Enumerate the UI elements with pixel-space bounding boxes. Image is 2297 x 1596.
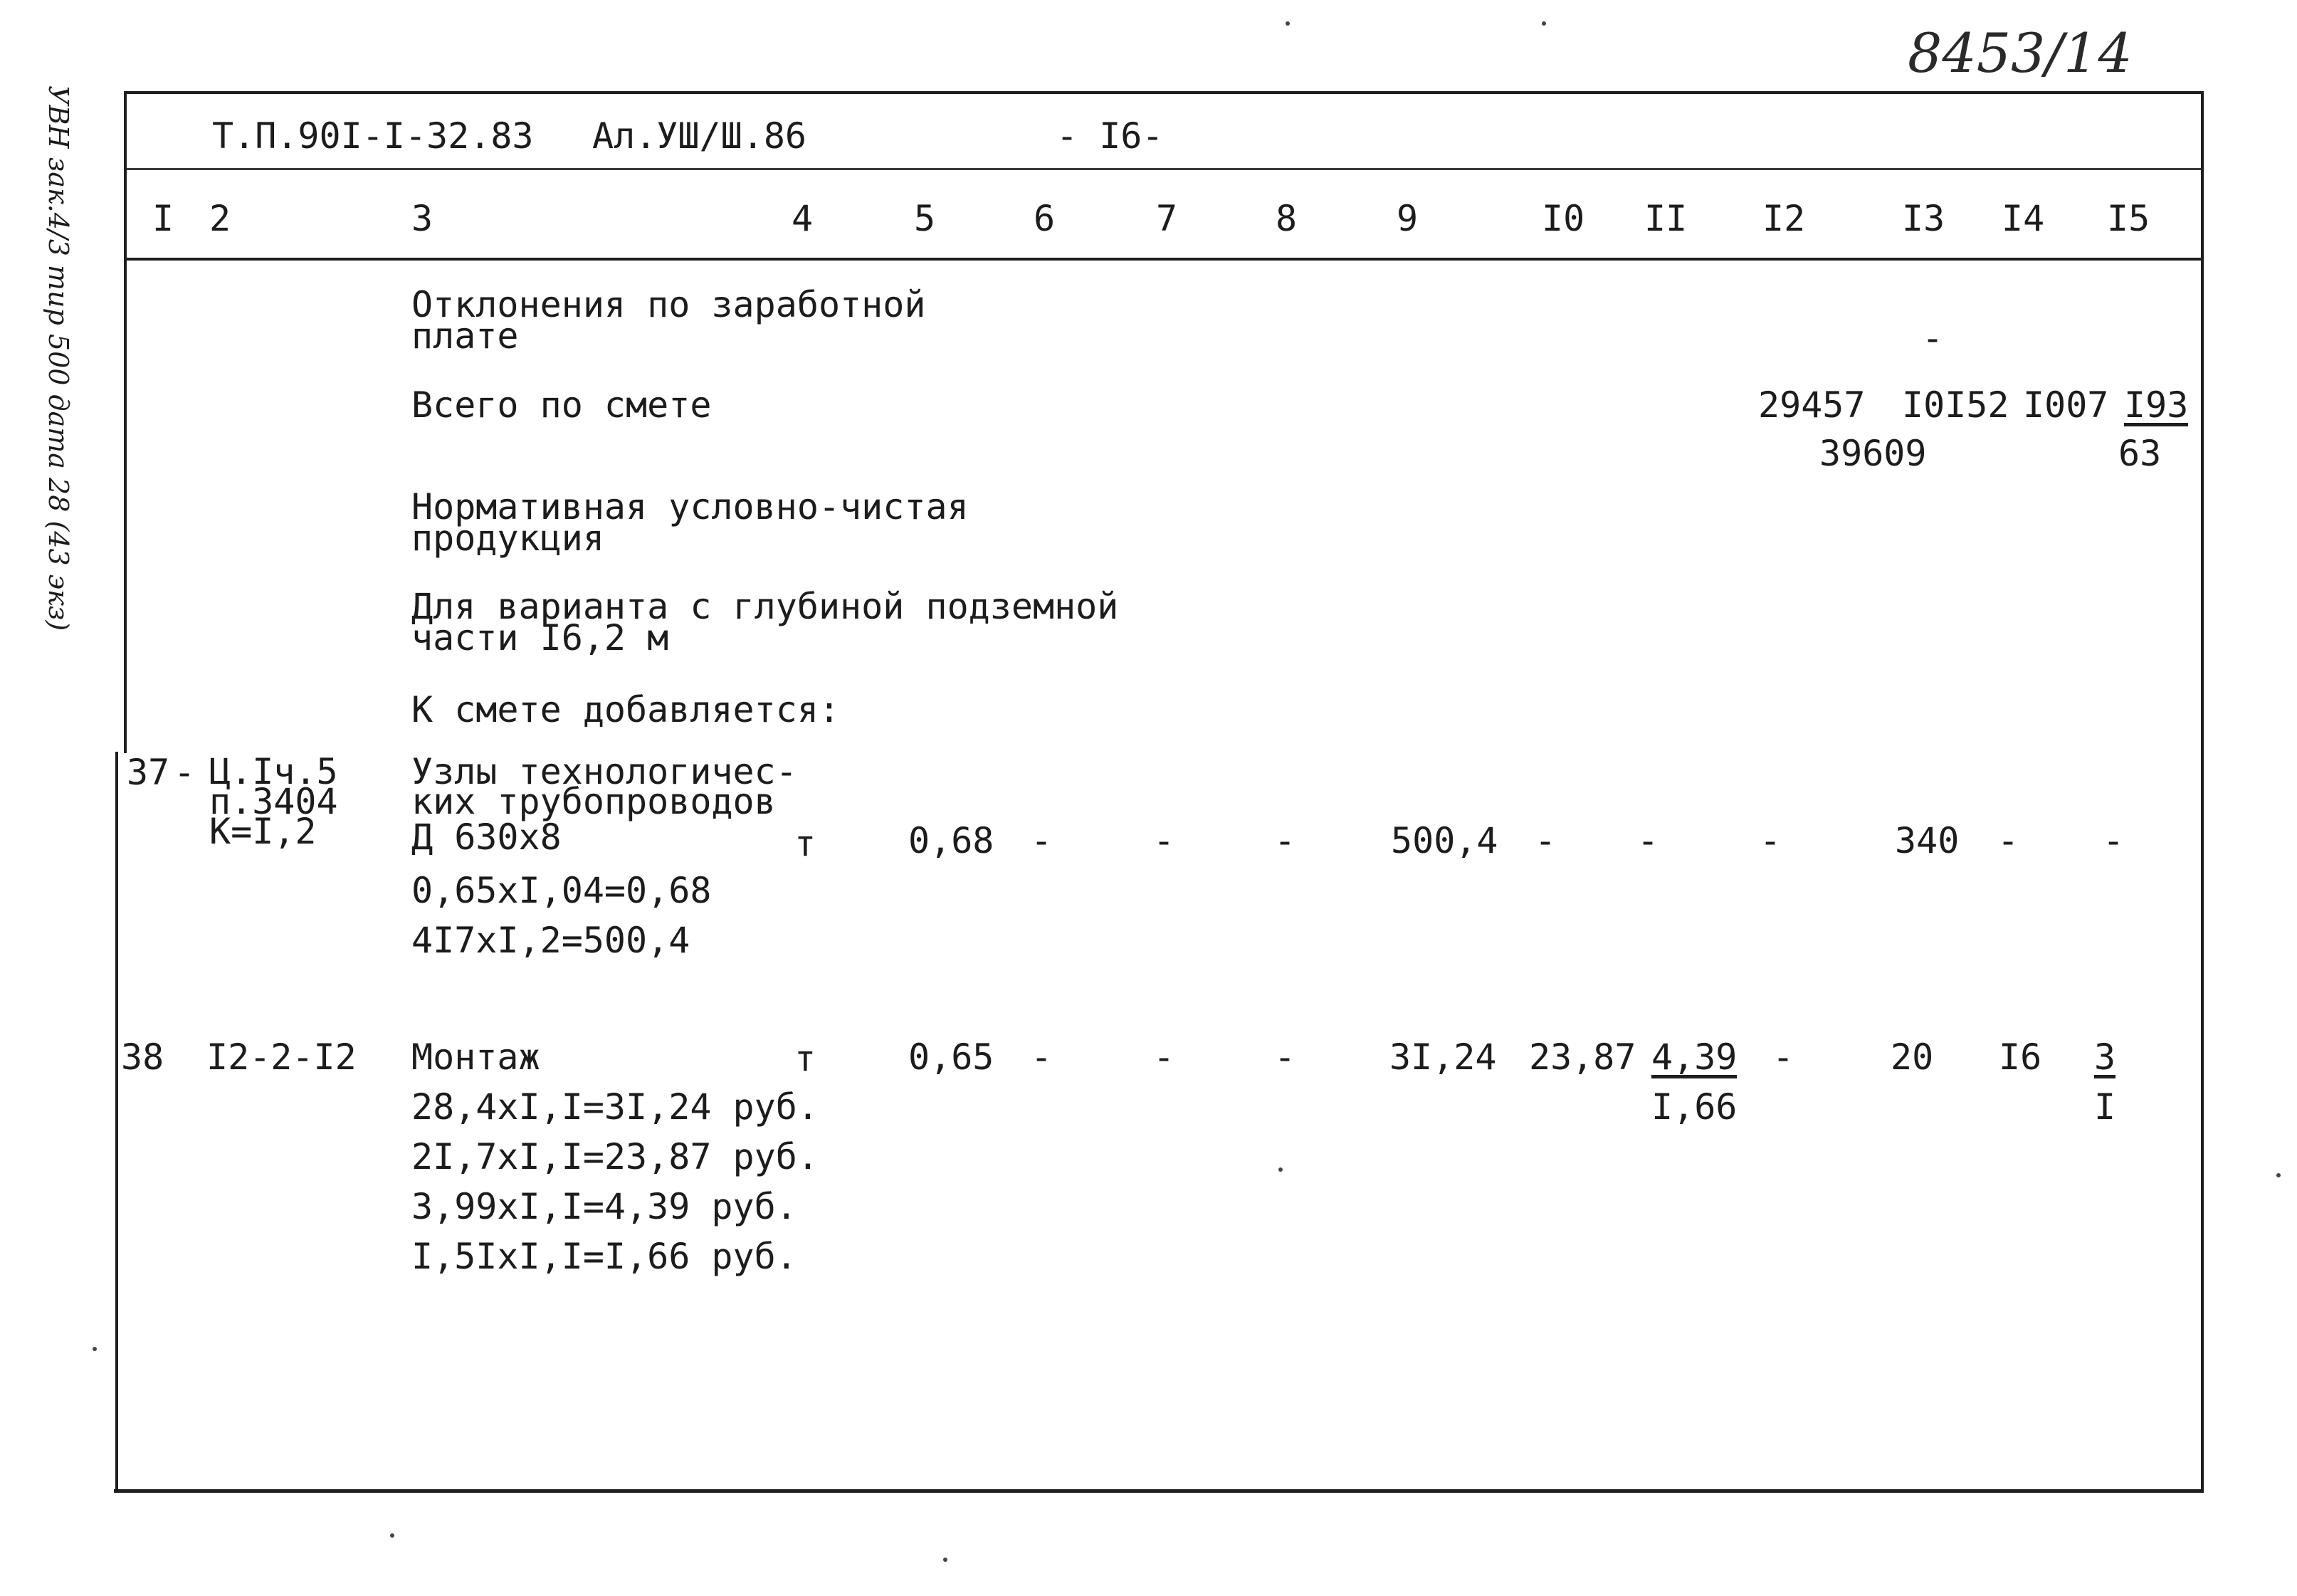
column-number-5: 5 (914, 198, 936, 239)
column-numbers-separator (127, 258, 2201, 261)
row-37-name-line2: ких трубопроводов (411, 781, 776, 822)
row-37-col8: - (1274, 820, 1296, 861)
column-number-14: I4 (2002, 198, 2045, 239)
column-number-11: II (1644, 198, 1688, 239)
row-38-col15-top: 3 (2094, 1036, 2116, 1078)
row-37-col9: 500,4 (1391, 820, 1498, 861)
row-37-calc-line2: 4I7xI,2=500,4 (411, 920, 690, 961)
row-37-code-line1: Ц.Iч.5 (209, 751, 338, 792)
scan-speck (943, 1558, 947, 1562)
row-37-col15: - (2103, 820, 2125, 861)
row-38-col9: 3I,24 (1389, 1036, 1497, 1078)
row-38-unit: т (794, 1038, 816, 1079)
frame-bottom-border (114, 1489, 2204, 1493)
column-number-15: I5 (2107, 198, 2150, 239)
scan-speck (1278, 1167, 1283, 1172)
project-code: Т.П.90I-I-32.83 (212, 115, 534, 157)
row-38-number: 38 (121, 1036, 164, 1078)
column-number-6: 6 (1034, 198, 1056, 239)
column-number-3: 3 (411, 198, 433, 239)
scan-speck (93, 1347, 97, 1351)
frame-left-border-lower (115, 752, 118, 1492)
row-38-col8: - (1274, 1036, 1296, 1078)
row-37-col10: - (1535, 820, 1557, 861)
column-number-13: I3 (1902, 198, 1945, 239)
row-37-unit: т (794, 823, 816, 864)
row-38-calc-line2: 2I,7xI,I=23,87 руб. (411, 1136, 819, 1177)
row-37-name-line3: Д 630x8 (411, 817, 562, 858)
column-number-10: I0 (1542, 198, 1585, 239)
scan-speck (1542, 21, 1546, 26)
row-37-col7: - (1153, 820, 1175, 861)
album-code: Ал.УШ/Ш.86 (592, 115, 807, 157)
row-37-code-line2: п.3404 (209, 781, 338, 822)
row-37-col6: - (1031, 820, 1053, 861)
row-38-col5: 0,65 (908, 1036, 994, 1078)
column-number-9: 9 (1397, 198, 1419, 239)
added-label: К смете добавляется: (411, 689, 841, 730)
row-37-col11: - (1637, 820, 1659, 861)
total-col15-bottom: 63 (2118, 433, 2162, 474)
row-37-col13: 340 (1895, 820, 1960, 861)
row-37-code-line3: К=I,2 (209, 811, 317, 852)
column-number-1: I (152, 198, 174, 239)
total-col12: 29457 (1758, 384, 1866, 426)
row-37-col5: 0,68 (908, 820, 994, 861)
wage-deviation-line1: Отклонения по заработной (411, 284, 926, 325)
total-col12-13-bottom: 39609 (1819, 433, 1927, 474)
row-38-code: I2-2-I2 (206, 1036, 357, 1078)
column-number-12: I2 (1762, 198, 1806, 239)
row-37-calc-line1: 0,65xI,04=0,68 (411, 870, 712, 911)
row-38-col7: - (1153, 1036, 1175, 1078)
row-38-col6: - (1031, 1036, 1053, 1078)
total-col14: I007 (2023, 384, 2109, 426)
column-number-8: 8 (1276, 198, 1298, 239)
wage-deviation-line2: плате (411, 315, 519, 357)
column-number-2: 2 (209, 198, 231, 239)
row-38-col12: - (1772, 1036, 1794, 1078)
header-separator (127, 168, 2201, 170)
side-stamp (37, 85, 80, 641)
row-38-col13: 20 (1891, 1036, 1934, 1078)
handwritten-sheet-number: 8453/14 (1908, 21, 2133, 85)
row-38-col15-bottom: I (2094, 1086, 2116, 1128)
total-col13: I0I52 (1902, 384, 2009, 426)
row-37-number: 37 (127, 752, 170, 793)
frame-top-border (127, 91, 2204, 94)
side-stamp-text: УВН зак.4/3 тир 500 дата 28 (43 экз) (43, 85, 74, 631)
total-label: Всего по смете (411, 384, 712, 426)
row-38-calc-line3: 3,99xI,I=4,39 руб. (411, 1186, 797, 1227)
row-37-name-line1: Узлы технологичес- (411, 751, 797, 792)
row-37-col12: - (1760, 820, 1782, 861)
normative-line1: Нормативная условно-чистая (411, 486, 969, 527)
page-number: - I6- (1056, 115, 1164, 157)
variant-line2: части I6,2 м (411, 617, 669, 658)
row-38-col11-bottom: I,66 (1651, 1086, 1738, 1128)
variant-line1: Для варианта с глубиной подземной (411, 586, 1119, 627)
column-number-7: 7 (1156, 198, 1178, 239)
wage-deviation-col13: - (1922, 317, 1944, 359)
scan-speck (1286, 21, 1290, 26)
normative-line2: продукция (411, 518, 604, 559)
row-37-dash-mark: - (174, 752, 196, 793)
frame-left-border-upper (124, 91, 127, 753)
scan-speck (2276, 1173, 2281, 1177)
row-38-col11-top: 4,39 (1651, 1036, 1738, 1078)
column-number-4: 4 (792, 198, 814, 239)
row-38-col14: I6 (1999, 1036, 2042, 1078)
row-38-name: Монтаж (411, 1036, 540, 1078)
row-38-calc-line1: 28,4xI,I=3I,24 руб. (411, 1086, 819, 1128)
frame-right-border (2201, 91, 2204, 1492)
row-38-calc-line4: I,5IxI,I=I,66 руб. (411, 1236, 797, 1277)
total-col15-top: I93 (2124, 384, 2189, 426)
scan-speck (390, 1533, 394, 1538)
row-37-col14: - (1997, 820, 2019, 861)
row-38-col10: 23,87 (1529, 1036, 1636, 1078)
